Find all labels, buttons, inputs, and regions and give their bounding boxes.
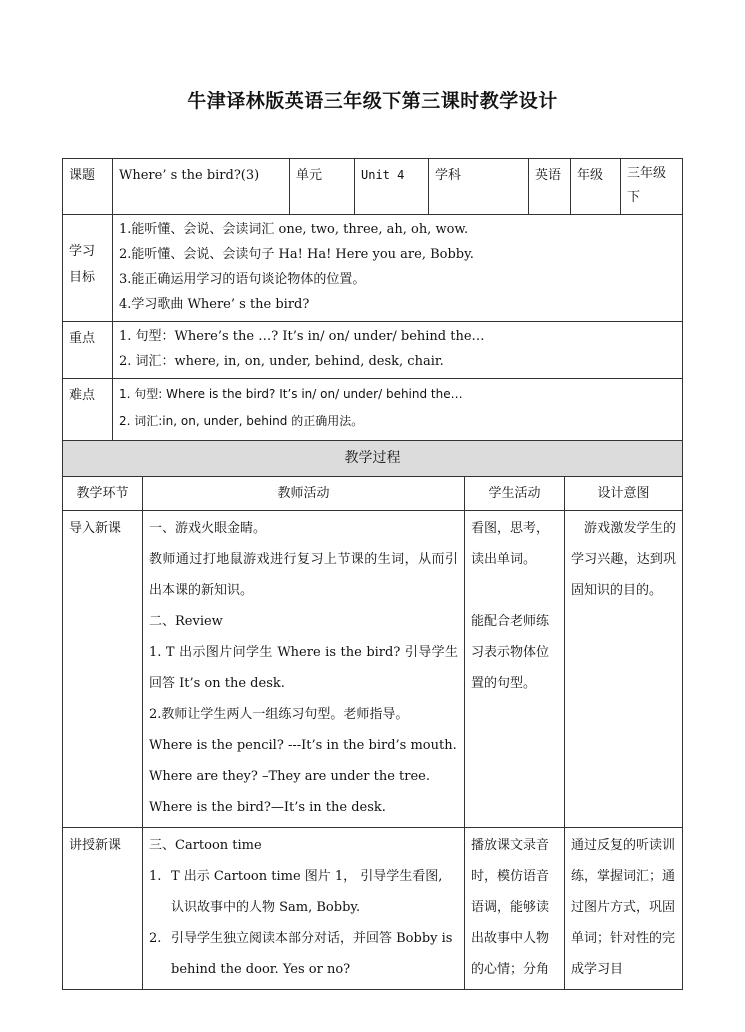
difficult-point-item: 2. 词汇:in, on, under, behind 的正确用法。 (119, 414, 364, 428)
teacher-line: 2.教师让学生两人一组练习句型。老师指导。 (149, 707, 409, 722)
key-points-list (113, 322, 683, 379)
lesson-info-table (62, 158, 683, 455)
lesson-value: Where’ s the bird?(3) (113, 159, 290, 215)
teacher-line: Where are they? –They are under the tree. (149, 769, 430, 784)
student-activity-cell (465, 511, 565, 828)
objectives-list (113, 215, 683, 322)
difficult-points-label: 难点 (63, 379, 113, 455)
teacher-activity-cell (143, 828, 465, 990)
student-line: 能配合老师练习表示物体位置的句型。 (471, 614, 550, 691)
teacher-line: 教师通过打地鼠游戏进行复习上节课的生词，从而引出本课的新知识。 (149, 552, 458, 598)
student-line: 看图，思考，读出单词。 (471, 521, 550, 567)
objective-item: 2.能听懂、会说、会读句子 Ha! Ha! Here you are, Bobby. (119, 247, 474, 262)
item-text: T 出示 Cartoon time 图片 1， 引导学生看图, 认识故事中的人物 Sam, Bobby. (171, 869, 443, 915)
intent-cell: 游戏激发学生的学习兴趣，达到巩固知识的目的。 (565, 511, 683, 828)
teacher-line: 二、Review (149, 614, 223, 629)
column-header: 设计意图 (565, 477, 683, 511)
lesson-label: 课题 (63, 159, 113, 215)
item-text: 引导学生独立阅读本部分对话，并回答 Bobby is behind the door. Yes or no? (171, 931, 453, 977)
teacher-list-item (149, 861, 458, 923)
objective-item: 3.能正确运用学习的语句谈论物体的位置。 (119, 272, 366, 287)
teacher-list-item (149, 923, 458, 985)
teacher-line: 1. T 出示图片问学生 Where is the bird? 引导学生回答 It’s on the desk. (149, 645, 458, 691)
key-point-item: 2. 词汇：where, in, on, under, behind, desk, chair. (119, 354, 444, 369)
teacher-line: Where is the bird?—It’s in the desk. (149, 800, 386, 815)
subject-label: 学科 (429, 159, 529, 215)
column-header: 教学环节 (63, 477, 143, 511)
objective-item: 1.能听懂、会说、会读词汇 one, two, three, ah, oh, wow. (119, 222, 469, 237)
difficult-point-item: 1. 句型: Where is the bird? It’s in/ on/ under/ behind the… (119, 387, 463, 401)
teacher-line: 三、Cartoon time (149, 838, 262, 853)
item-number: 2. (149, 931, 162, 946)
grade-value: 三年级下 (621, 159, 683, 215)
stage-cell: 讲授新课 (63, 828, 143, 990)
grade-label: 年级 (571, 159, 621, 215)
item-number: 1. (149, 869, 162, 884)
column-header: 学生活动 (465, 477, 565, 511)
teacher-line: Where is the pencil? ---It’s in the bird’s mouth. (149, 738, 457, 753)
intent-cell: 通过反复的听读训练，掌握词汇；通过图片方式，巩固单词；针对性的完成学习目 (565, 828, 683, 990)
teacher-line: 一、游戏火眼金睛。 (149, 521, 267, 536)
key-points-label: 重点 (63, 322, 113, 379)
key-point-item: 1. 句型：Where’s the …? It’s in/ on/ under/ behind the… (119, 329, 485, 344)
objective-item: 4.学习歌曲 Where’ s the bird? (119, 297, 310, 312)
stage-cell: 导入新课 (63, 511, 143, 828)
student-activity-cell: 播放课文录音时，模仿语音语调，能够读出故事中人物的心情；分角 (465, 828, 565, 990)
unit-value: Unit 4 (355, 159, 429, 215)
teacher-activity-cell (143, 511, 465, 828)
objectives-label: 学习目标 (63, 215, 113, 322)
unit-label: 单元 (290, 159, 355, 215)
column-header: 教师活动 (143, 477, 465, 511)
subject-value: 英语 (529, 159, 571, 215)
process-heading: 教学过程 (63, 441, 683, 477)
page-title: 牛津译林版英语三年级下第三课时教学设计 (187, 90, 558, 112)
teaching-process-table (62, 440, 683, 990)
